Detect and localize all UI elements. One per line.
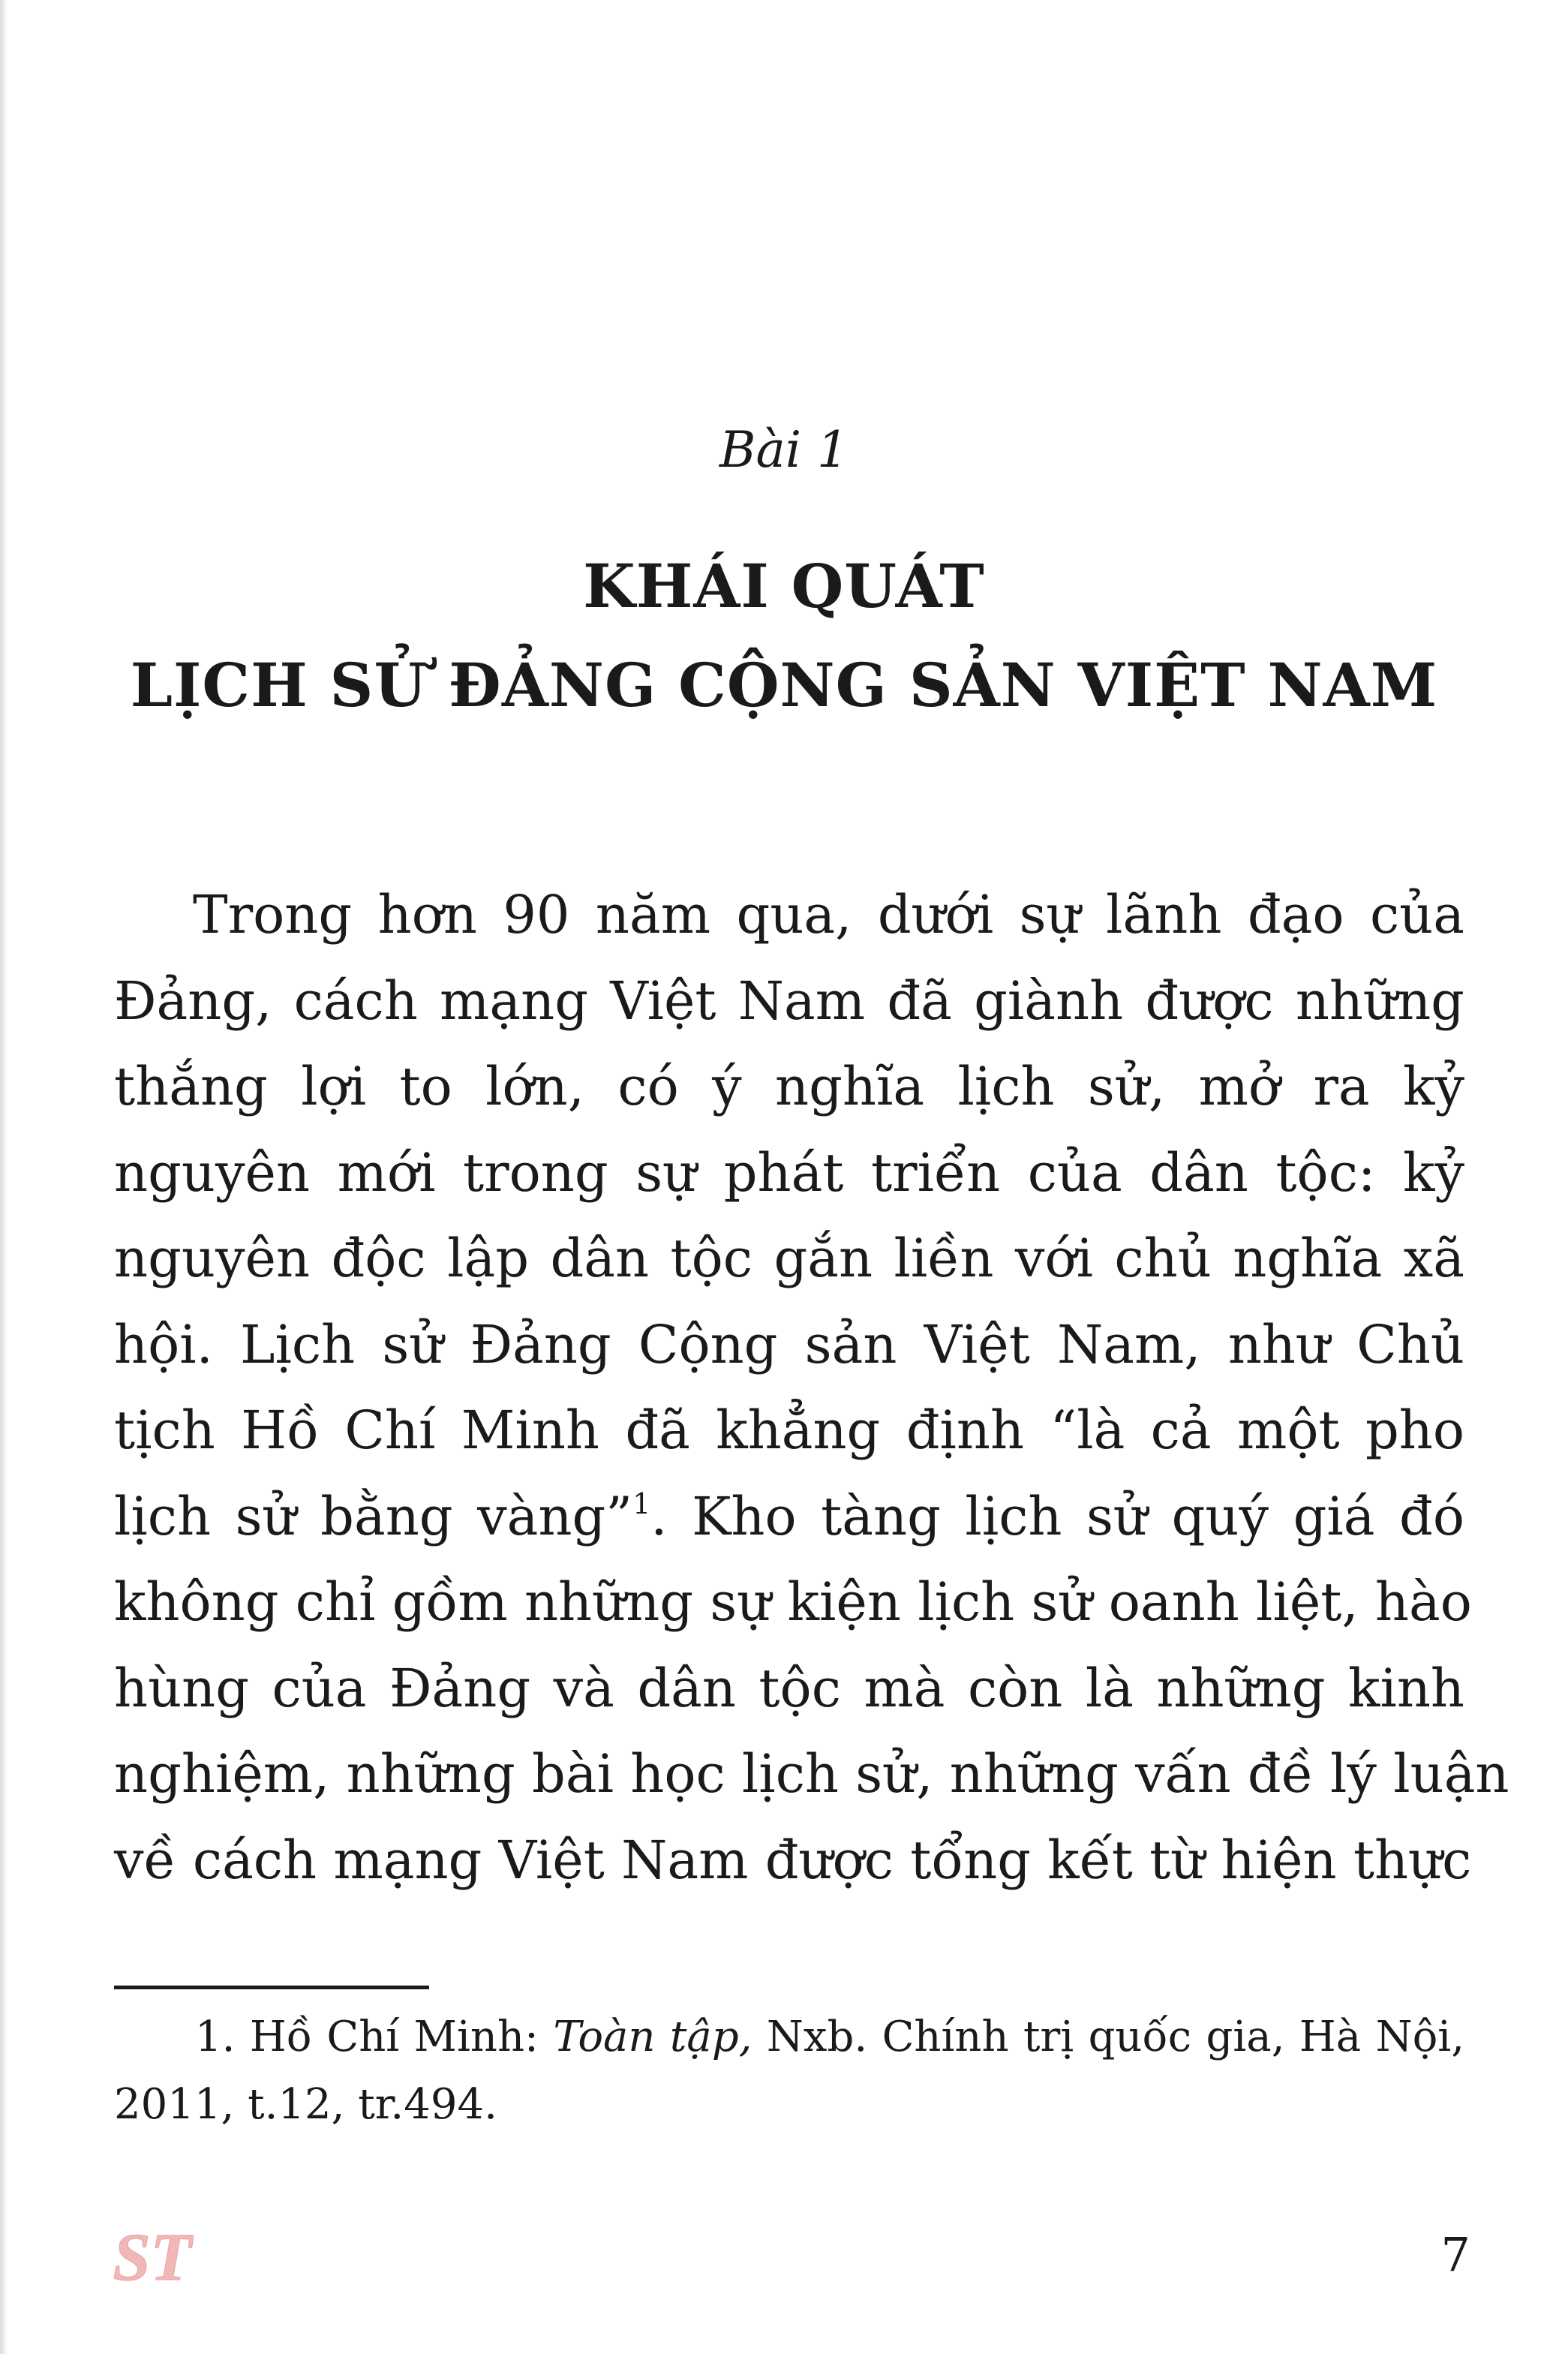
footnote-reference[interactable]: 1 [632,1487,651,1520]
footnote-book-title: Toàn tập, [553,2013,752,2061]
body-line-8-end: . Kho tàng lịch sử quý giá đó [650,1485,1464,1547]
footnote [114,2004,1464,2139]
body-line-10: hùng của Đảng và dân tộc mà còn là những kinh [114,1657,1464,1719]
chapter-title [0,537,1568,735]
body-line-12: về cách mạng Việt Nam được tổng kết từ hiện thực [114,1829,1472,1891]
body-line-5: nguyên độc lập dân tộc gắn liền với chủ nghĩa xã [114,1228,1464,1289]
body-line-9: không chỉ gồm những sự kiện lịch sử oanh liệt, hào [114,1571,1472,1633]
logo-text: ST [113,2220,192,2295]
page-number: 7 [1440,2227,1470,2282]
body-line-3: thắng lợi to lớn, có ý nghĩa lịch sử, mở ra kỷ [114,1056,1464,1117]
body-line-11: nghiệm, những bài học lịch sử, những vấn đề lý luận [114,1743,1509,1805]
footnote-line-2: 2011, t.12, tr.494. [114,2080,497,2129]
page-edge-shadow [0,0,8,2354]
body-line-8 [114,1474,1464,1560]
publisher-logo-icon [111,2214,194,2296]
body-line-6: hội. Lịch sử Đảng Cộng sản Việt Nam, như Chủ [114,1313,1464,1375]
body-line-8-start: lịch sử bằng vàng” [114,1485,633,1547]
footnote-publisher: Nxb. Chính trị quốc gia, Hà Nội, [752,2013,1465,2061]
body-line-2: Đảng, cách mạng Việt Nam đã giành được những [114,970,1464,1032]
title-line-1: KHÁI QUÁT [583,551,985,621]
footnote-divider [114,1986,429,1989]
body-line-7: tịch Hồ Chí Minh đã khẳng định “là cả một pho [114,1399,1464,1461]
body-line-1: Trong hơn 90 năm qua, dưới sự lãnh đạo của [193,884,1464,946]
title-line-2: LỊCH SỬ ĐẢNG CỘNG SẢN VIỆT NAM [130,650,1438,720]
body-line-4: nguyên mới trong sự phát triển của dân tộc: kỷ [114,1141,1464,1204]
footnote-prefix: 1. Hồ Chí Minh: [195,2013,554,2061]
body-paragraph [114,872,1509,1903]
footnote-line-1 [114,2004,1464,2071]
lesson-label: Bài 1 [719,421,849,479]
